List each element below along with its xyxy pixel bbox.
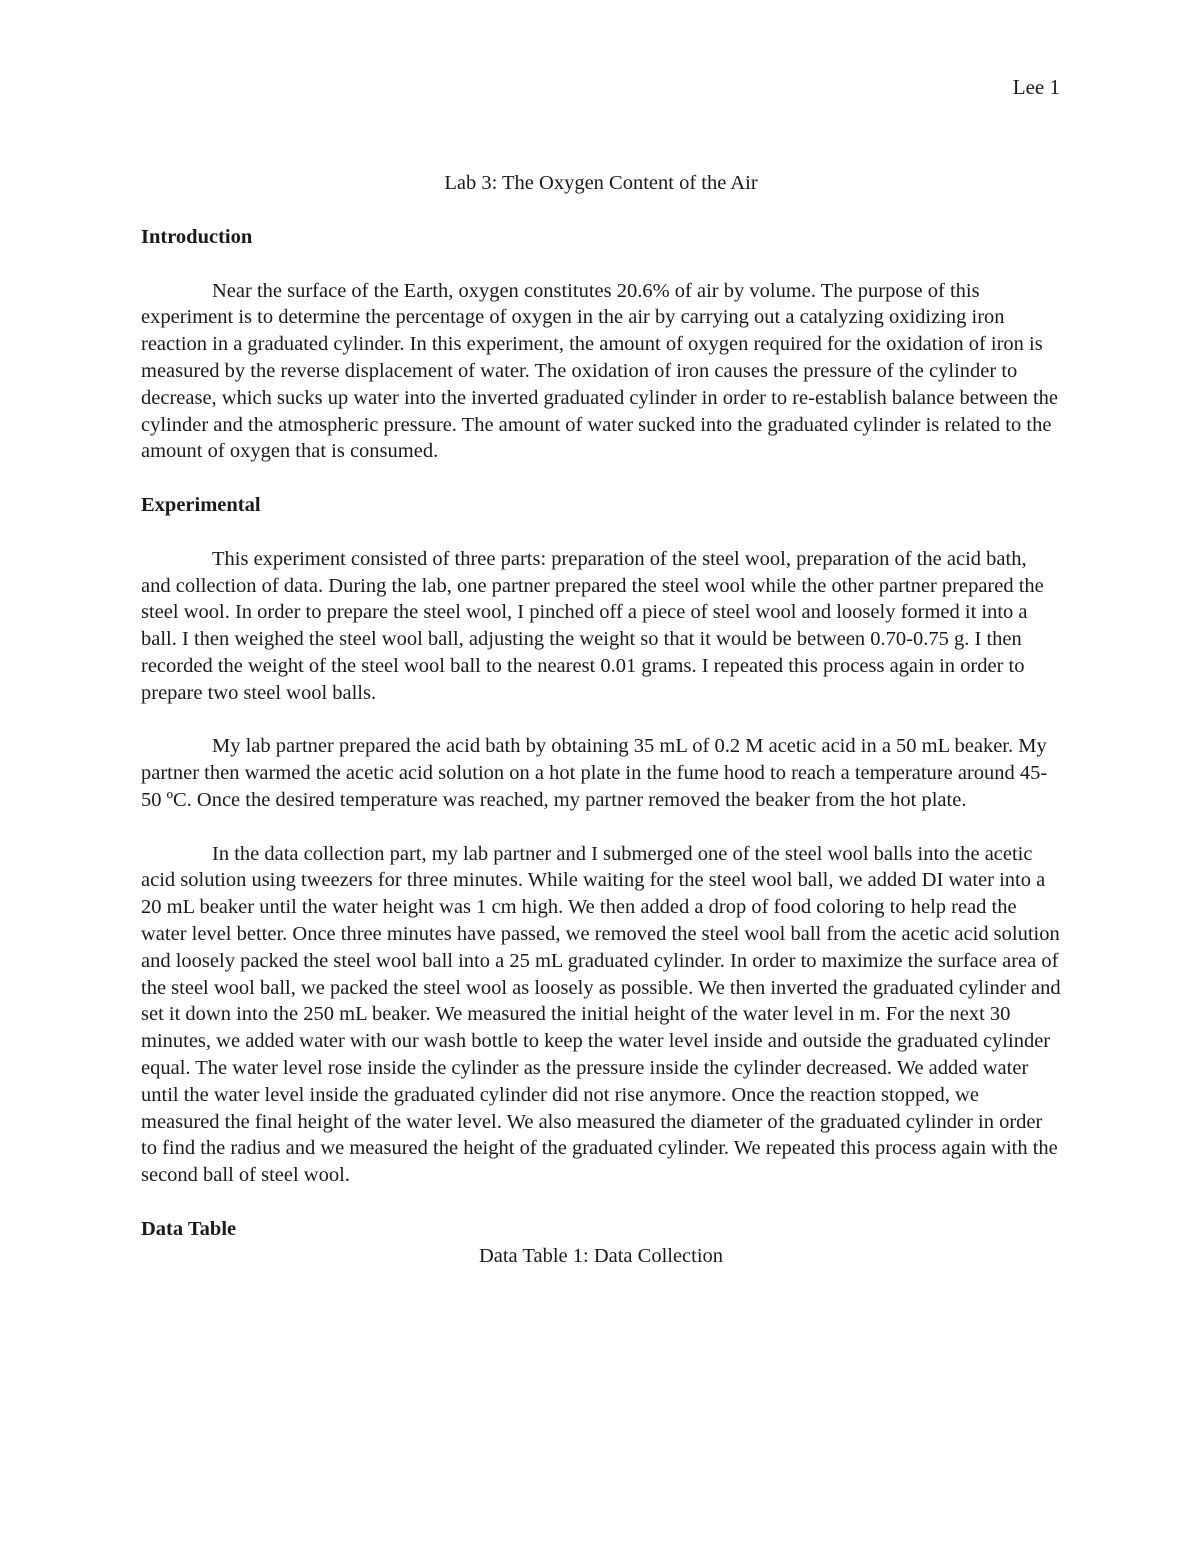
experimental-paragraph-2: My lab partner prepared the acid bath by obtaining 35 mL of 0.2 M acetic acid in a 50 mL beaker. My partner then warmed the acetic acid solution on a hot plate in the fume hood to reach a temperature around 45-50 ºC. Once the desired temperature was reached, my partner removed the beaker from the hot plate.: [141, 735, 1048, 811]
experimental-paragraph-1: This experiment consisted of three parts: preparation of the steel wool, preparation of the acid bath, and collection of data. During the lab, one partner prepared the steel wool while the other partner prepared the steel wool. In order to prepare the steel wool, I pinched off a piece of steel wool and loosely formed it into a ball. I then weighed the steel wool ball, adjusting the weight so that it would be between 0.70-0.75 g. I then recorded the weight of the steel wool ball to the nearest 0.01 grams. I repeated this process again in order to prepare two steel wool balls.: [141, 547, 1044, 704]
introduction-heading: Introduction: [141, 226, 253, 248]
page-header: Lee 1: [1012, 75, 1060, 99]
data-table-section: [141, 1216, 1061, 1270]
experimental-section: [141, 492, 1061, 1189]
data-table-heading: Data Table: [141, 1217, 237, 1240]
introduction-paragraph: Near the surface of the Earth, oxygen constitutes 20.6% of air by volume. The purpose of this experiment is to determine the percentage of oxygen in the air by carrying out a catalyzing oxidizing iron reaction in a graduated cylinder. In this experiment, the amount of oxygen required for the oxidation of iron is measured by the reverse displacement of water. The oxidation of iron causes the pressure of the cylinder to decrease, which sucks up water into the inverted graduated cylinder in order to re-establish balance between the cylinder and the atmospheric pressure. The amount of water sucked into the graduated cylinder is related to the amount of oxygen that is consumed.: [141, 279, 1059, 463]
experimental-paragraph-3: In the data collection part, my lab partner and I submerged one of the steel wool balls into the acetic acid solution using tweezers for three minutes. While waiting for the steel wool ball, we added DI water into a 20 mL beaker until the water height was 1 cm high. We then added a drop of food coloring to help read the water level better. Once three minutes have passed, we removed the steel wool ball from the acetic acid solution and loosely packed the steel wool ball into a 25 mL graduated cylinder. In order to maximize the surface area of the steel wool ball, we packed the steel wool as loosely as possible. We then inverted the graduated cylinder and set it down into the 250 mL beaker. We measured the initial height of the water level in m. For the next 30 minutes, we added water with our wash bottle to keep the water level inside and outside the graduated cylinder equal. The water level rose inside the cylinder as the pressure inside the cylinder decreased. We added water until the water level inside the graduated cylinder did not rise anymore. Once the reaction stopped, we measured the final height of the water level. We also measured the diameter of the graduated cylinder in order to find the radius and we measured the height of the graduated cylinder. We repeated this process again with the second ball of steel wool.: [141, 842, 1061, 1187]
data-table-caption: Data Table 1: Data Collection: [478, 1244, 724, 1267]
experimental-heading: Experimental: [141, 494, 261, 517]
document-body: [141, 170, 1061, 1269]
introduction-section: [141, 224, 1061, 465]
document-title: Lab 3: The Oxygen Content of the Air: [444, 172, 758, 194]
